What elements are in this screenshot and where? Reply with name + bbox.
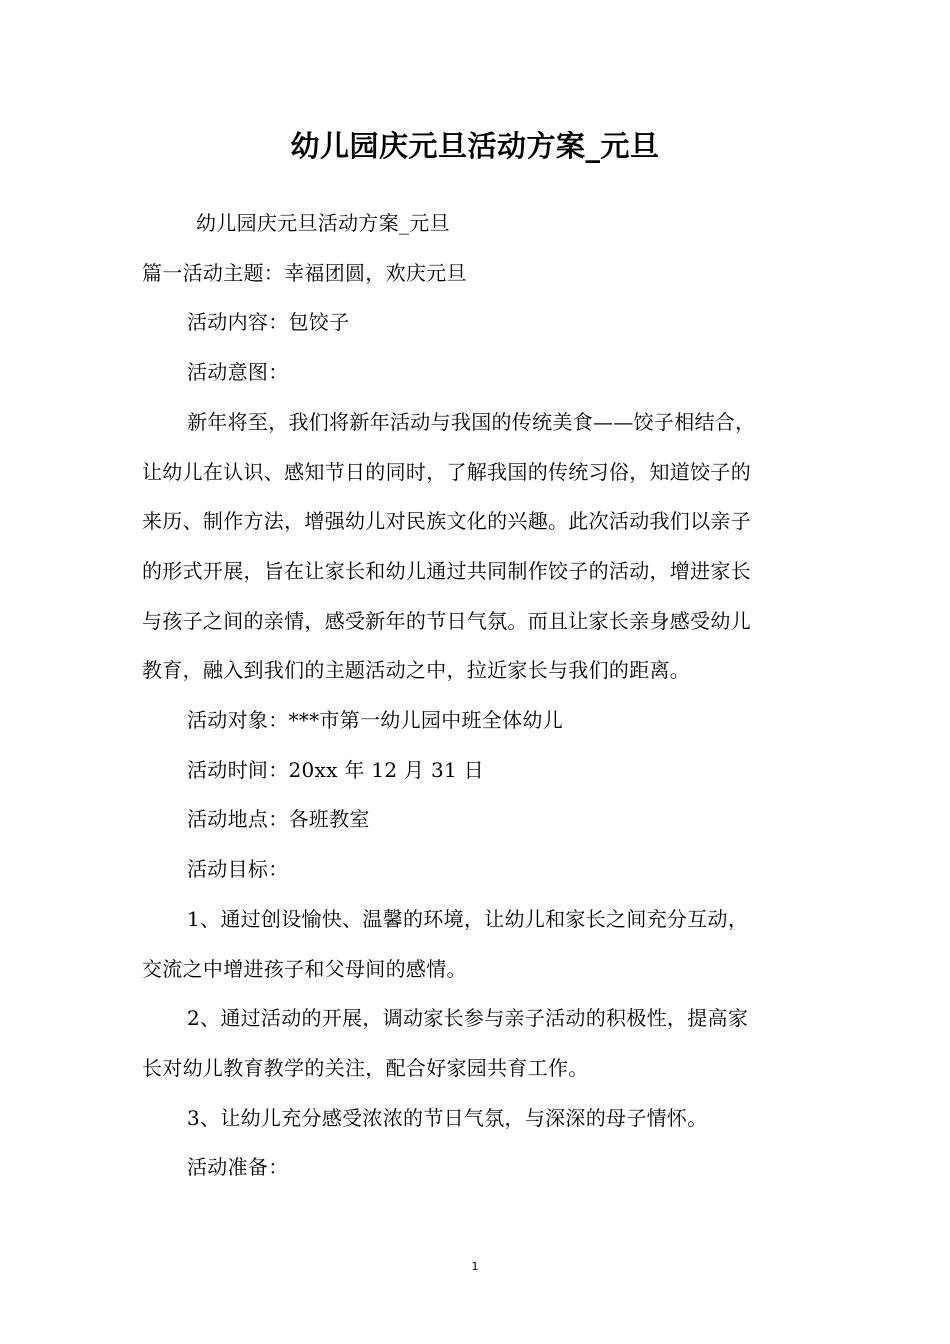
page-number: 1	[471, 1260, 479, 1273]
paragraph-line: 新年将至，我们将新年活动与我国的传统美食——饺子相结合，	[187, 409, 756, 434]
paragraph-line: 的形式开展，旨在让家长和幼儿通过共同制作饺子的活动，增进家长	[142, 558, 751, 583]
paragraph-line: 教育，融入到我们的主题活动之中，拉近家长与我们的距离。	[142, 658, 691, 683]
paragraph-line: 长对幼儿教育教学的关注，配合好家园共育工作。	[142, 1055, 589, 1080]
paragraph-line: 3、让幼儿充分感受浓浓的节日气氛，与深深的母子情怀。	[187, 1105, 708, 1130]
paragraph-line: 活动目标：	[187, 857, 289, 882]
document-subtitle: 幼儿园庆元旦活动方案_元旦	[196, 211, 450, 235]
paragraph-line: 来历、制作方法，增强幼儿对民族文化的兴趣。此次活动我们以亲子	[142, 509, 751, 534]
paragraph-line: 活动时间：20xx 年 12 月 31 日	[187, 757, 484, 782]
paragraph-line: 活动地点：各班教室	[187, 807, 370, 832]
paragraph-line: 与孩子之间的亲情，感受新年的节日气氛。而且让家长亲身感受幼儿	[142, 608, 751, 633]
document-title: 幼儿园庆元旦活动方案_元旦	[290, 129, 660, 163]
paragraph-line: 1、通过创设愉快、温馨的环境，让幼儿和家长之间充分互动，	[187, 906, 749, 931]
paragraph-line: 篇一活动主题：幸福团圆，欢庆元旦	[142, 260, 467, 285]
paragraph-line: 活动意图：	[187, 360, 289, 385]
paragraph-line: 活动对象：***市第一幼儿园中班全体幼儿	[187, 708, 563, 733]
document-body	[142, 199, 814, 1193]
paragraph-line: 让幼儿在认识、感知节日的同时，了解我国的传统习俗，知道饺子的	[142, 459, 751, 484]
paragraph-line: 交流之中增进孩子和父母间的感情。	[142, 956, 467, 981]
paragraph-line: 活动内容：包饺子	[187, 310, 350, 335]
paragraph-line: 2、通过活动的开展，调动家长参与亲子活动的积极性，提高家	[187, 1006, 749, 1031]
paragraph-line: 活动准备：	[187, 1155, 289, 1180]
